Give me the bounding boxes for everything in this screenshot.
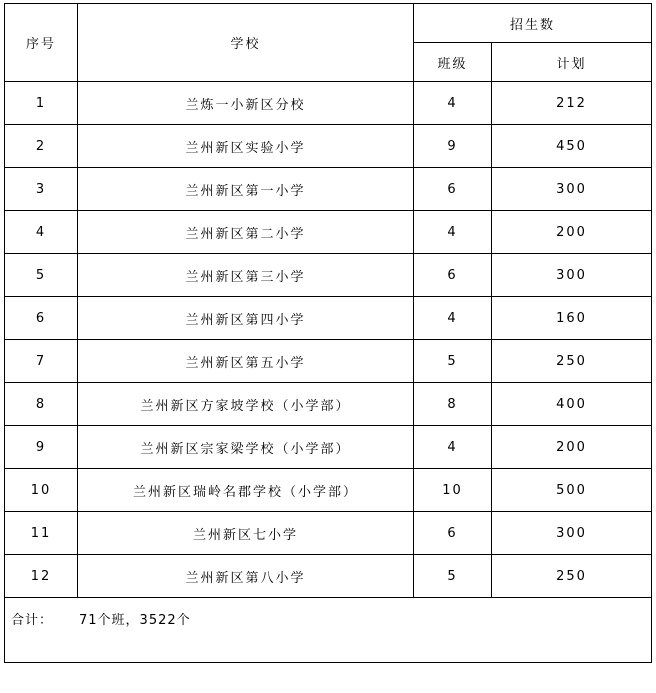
cell-plan: 200 [492, 211, 652, 254]
cell-no: 3 [5, 168, 78, 211]
cell-no: 4 [5, 211, 78, 254]
table-row [5, 254, 652, 297]
cell-no: 10 [5, 469, 78, 512]
cell-classes: 4 [414, 297, 492, 340]
table-row [5, 426, 652, 469]
cell-school: 兰州新区第二小学 [78, 211, 414, 254]
cell-classes: 4 [414, 82, 492, 125]
header-school: 学校 [78, 4, 414, 82]
cell-school: 兰州新区第五小学 [78, 340, 414, 383]
cell-no: 2 [5, 125, 78, 168]
cell-no: 11 [5, 512, 78, 555]
cell-classes: 4 [414, 211, 492, 254]
cell-classes: 8 [414, 383, 492, 426]
cell-school: 兰州新区实验小学 [78, 125, 414, 168]
table-row [5, 469, 652, 512]
table-row [5, 125, 652, 168]
cell-no: 7 [5, 340, 78, 383]
table-row [5, 512, 652, 555]
header-no: 序号 [5, 4, 78, 82]
header-row-top [5, 4, 652, 43]
cell-classes: 4 [414, 426, 492, 469]
table-row [5, 211, 652, 254]
header-enrollment: 招生数 [414, 4, 652, 43]
cell-classes: 6 [414, 512, 492, 555]
cell-plan: 212 [492, 82, 652, 125]
table-row [5, 383, 652, 426]
table-row [5, 340, 652, 383]
cell-school: 兰州新区第三小学 [78, 254, 414, 297]
header-plan: 计划 [492, 43, 652, 82]
cell-school: 兰州新区宗家梁学校（小学部） [78, 426, 414, 469]
cell-school: 兰州新区方家坡学校（小学部） [78, 383, 414, 426]
cell-no: 5 [5, 254, 78, 297]
table-row [5, 82, 652, 125]
cell-school: 兰州新区第四小学 [78, 297, 414, 340]
cell-plan: 300 [492, 512, 652, 555]
cell-no: 1 [5, 82, 78, 125]
cell-no: 8 [5, 383, 78, 426]
cell-plan: 200 [492, 426, 652, 469]
table-row [5, 168, 652, 211]
cell-plan: 300 [492, 254, 652, 297]
cell-school: 兰州新区七小学 [78, 512, 414, 555]
total-label: 合计： [11, 613, 54, 628]
cell-plan: 250 [492, 555, 652, 598]
cell-classes: 5 [414, 340, 492, 383]
cell-classes: 6 [414, 168, 492, 211]
cell-classes: 6 [414, 254, 492, 297]
cell-school: 兰州新区瑞岭名郡学校（小学部） [78, 469, 414, 512]
table-row [5, 555, 652, 598]
cell-plan: 450 [492, 125, 652, 168]
cell-plan: 400 [492, 383, 652, 426]
cell-plan: 500 [492, 469, 652, 512]
cell-no: 9 [5, 426, 78, 469]
cell-school: 兰州新区第一小学 [78, 168, 414, 211]
total-value: 71个班，3522个 [79, 613, 191, 628]
total-row [5, 598, 652, 663]
cell-classes: 5 [414, 555, 492, 598]
cell-classes: 10 [414, 469, 492, 512]
header-classes: 班级 [414, 43, 492, 82]
cell-classes: 9 [414, 125, 492, 168]
cell-plan: 300 [492, 168, 652, 211]
cell-no: 12 [5, 555, 78, 598]
total-cell [5, 598, 652, 663]
cell-plan: 250 [492, 340, 652, 383]
enrollment-table [4, 3, 652, 663]
cell-no: 6 [5, 297, 78, 340]
cell-school: 兰炼一小新区分校 [78, 82, 414, 125]
table-row [5, 297, 652, 340]
cell-school: 兰州新区第八小学 [78, 555, 414, 598]
cell-plan: 160 [492, 297, 652, 340]
